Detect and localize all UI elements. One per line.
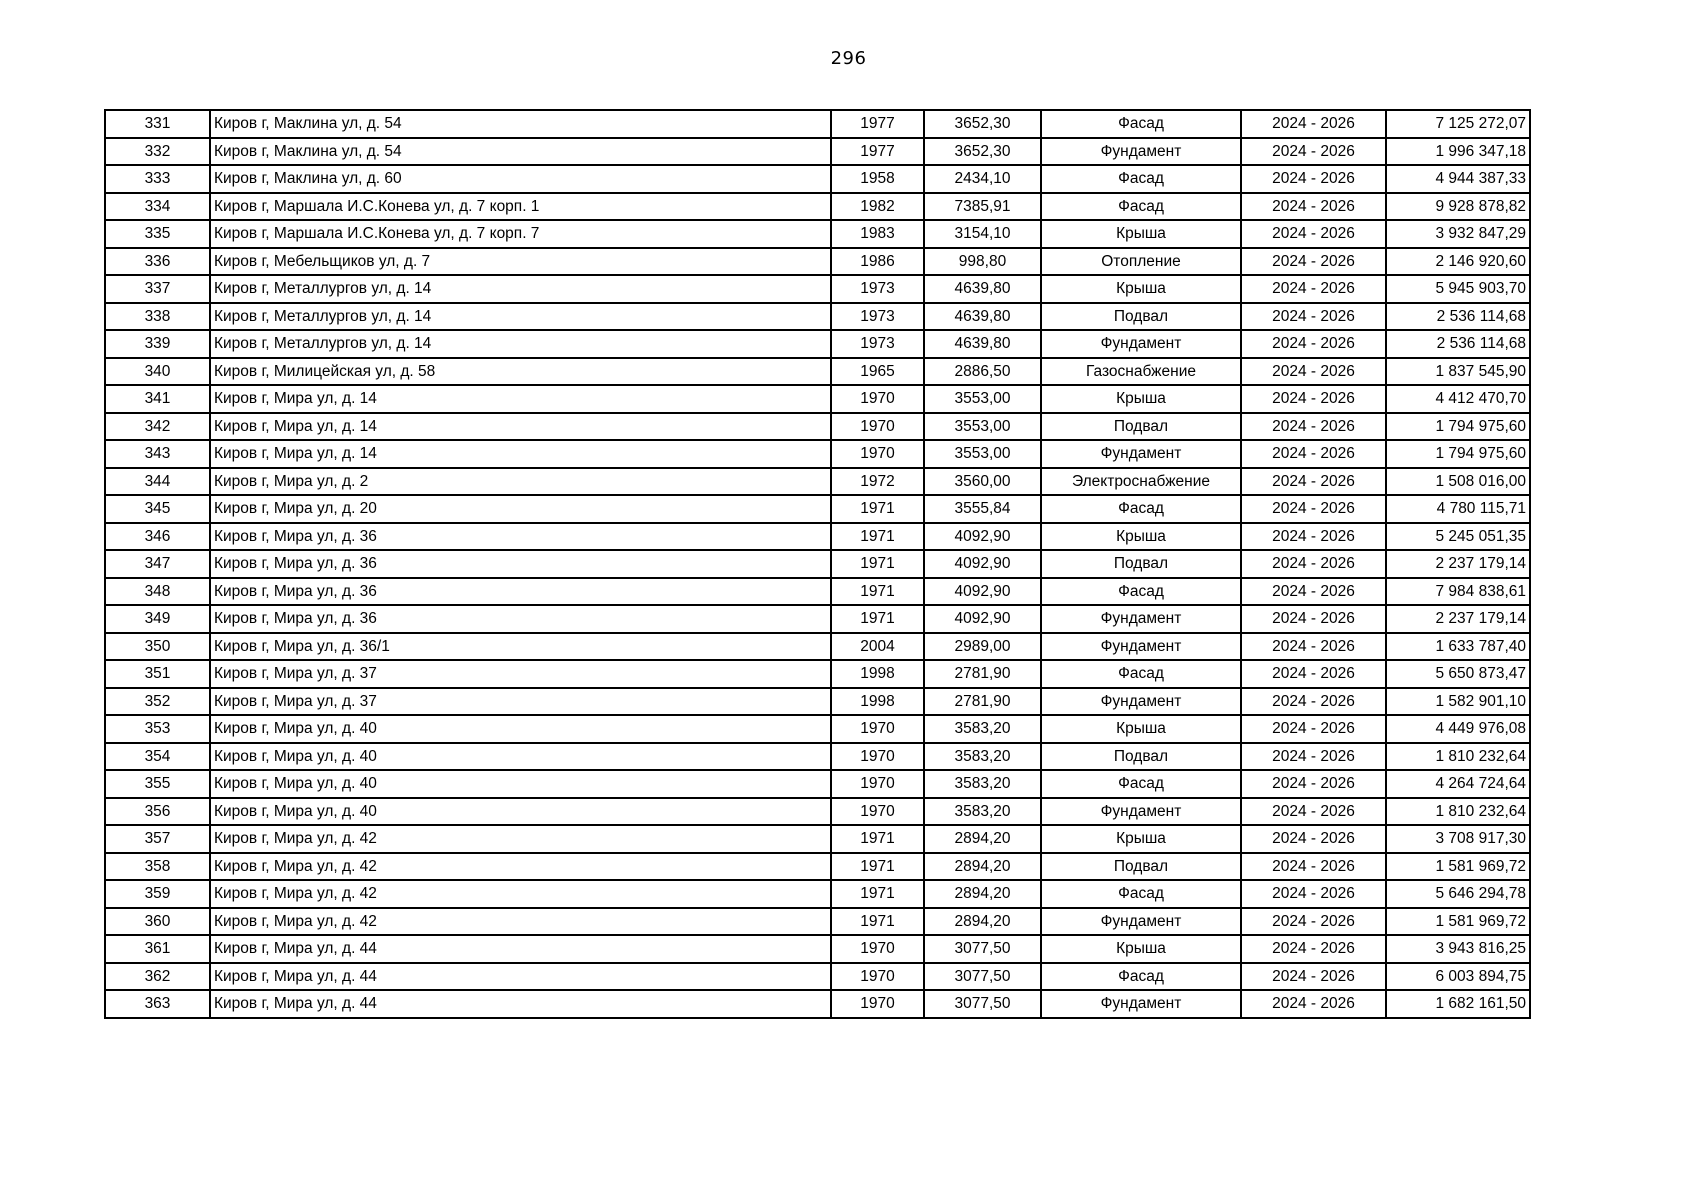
cost-cell: 7 984 838,61 xyxy=(1386,578,1530,606)
period-cell: 2024 - 2026 xyxy=(1241,550,1386,578)
area-cell: 3652,30 xyxy=(924,138,1041,166)
row-number-cell: 343 xyxy=(105,440,210,468)
address-cell: Киров г, Милицейская ул, д. 58 xyxy=(210,358,831,386)
row-number-cell: 363 xyxy=(105,990,210,1018)
table-row xyxy=(105,633,1530,661)
build-year-cell: 1977 xyxy=(831,110,924,138)
build-year-cell: 1971 xyxy=(831,825,924,853)
cost-cell: 1 508 016,00 xyxy=(1386,468,1530,496)
table-row xyxy=(105,193,1530,221)
table-row xyxy=(105,523,1530,551)
area-cell: 3553,00 xyxy=(924,413,1041,441)
period-cell: 2024 - 2026 xyxy=(1241,330,1386,358)
cost-cell: 5 945 903,70 xyxy=(1386,275,1530,303)
area-cell: 3583,20 xyxy=(924,798,1041,826)
address-cell: Киров г, Мира ул, д. 40 xyxy=(210,743,831,771)
period-cell: 2024 - 2026 xyxy=(1241,468,1386,496)
row-number-cell: 336 xyxy=(105,248,210,276)
work-type-cell: Подвал xyxy=(1041,853,1241,881)
work-type-cell: Фасад xyxy=(1041,193,1241,221)
address-cell: Киров г, Металлургов ул, д. 14 xyxy=(210,330,831,358)
cost-cell: 1 794 975,60 xyxy=(1386,440,1530,468)
address-cell: Киров г, Мира ул, д. 36 xyxy=(210,550,831,578)
build-year-cell: 1958 xyxy=(831,165,924,193)
build-year-cell: 1970 xyxy=(831,935,924,963)
cost-cell: 4 780 115,71 xyxy=(1386,495,1530,523)
cost-cell: 1 682 161,50 xyxy=(1386,990,1530,1018)
row-number-cell: 355 xyxy=(105,770,210,798)
address-cell: Киров г, Мира ул, д. 36 xyxy=(210,605,831,633)
period-cell: 2024 - 2026 xyxy=(1241,770,1386,798)
build-year-cell: 1970 xyxy=(831,963,924,991)
work-type-cell: Фасад xyxy=(1041,578,1241,606)
build-year-cell: 1970 xyxy=(831,413,924,441)
period-cell: 2024 - 2026 xyxy=(1241,275,1386,303)
area-cell: 3077,50 xyxy=(924,935,1041,963)
area-cell: 2781,90 xyxy=(924,688,1041,716)
work-type-cell: Фасад xyxy=(1041,963,1241,991)
table-row xyxy=(105,468,1530,496)
cost-cell: 1 633 787,40 xyxy=(1386,633,1530,661)
cost-cell: 2 536 114,68 xyxy=(1386,303,1530,331)
work-type-cell: Фундамент xyxy=(1041,798,1241,826)
row-number-cell: 350 xyxy=(105,633,210,661)
area-cell: 2781,90 xyxy=(924,660,1041,688)
work-type-cell: Крыша xyxy=(1041,220,1241,248)
row-number-cell: 332 xyxy=(105,138,210,166)
row-number-cell: 354 xyxy=(105,743,210,771)
address-cell: Киров г, Металлургов ул, д. 14 xyxy=(210,303,831,331)
build-year-cell: 1970 xyxy=(831,385,924,413)
address-cell: Киров г, Мира ул, д. 36 xyxy=(210,523,831,551)
row-number-cell: 356 xyxy=(105,798,210,826)
area-cell: 4092,90 xyxy=(924,578,1041,606)
work-type-cell: Крыша xyxy=(1041,385,1241,413)
build-year-cell: 1982 xyxy=(831,193,924,221)
table-row xyxy=(105,605,1530,633)
row-number-cell: 342 xyxy=(105,413,210,441)
period-cell: 2024 - 2026 xyxy=(1241,743,1386,771)
address-cell: Киров г, Мира ул, д. 36 xyxy=(210,578,831,606)
period-cell: 2024 - 2026 xyxy=(1241,990,1386,1018)
table-row xyxy=(105,248,1530,276)
period-cell: 2024 - 2026 xyxy=(1241,440,1386,468)
cost-cell: 5 650 873,47 xyxy=(1386,660,1530,688)
area-cell: 2894,20 xyxy=(924,908,1041,936)
cost-cell: 7 125 272,07 xyxy=(1386,110,1530,138)
table-row xyxy=(105,165,1530,193)
cost-cell: 1 996 347,18 xyxy=(1386,138,1530,166)
row-number-cell: 344 xyxy=(105,468,210,496)
cost-cell: 2 237 179,14 xyxy=(1386,605,1530,633)
build-year-cell: 1971 xyxy=(831,578,924,606)
work-type-cell: Подвал xyxy=(1041,550,1241,578)
period-cell: 2024 - 2026 xyxy=(1241,688,1386,716)
table-row xyxy=(105,880,1530,908)
cost-cell: 1 794 975,60 xyxy=(1386,413,1530,441)
address-cell: Киров г, Металлургов ул, д. 14 xyxy=(210,275,831,303)
period-cell: 2024 - 2026 xyxy=(1241,605,1386,633)
build-year-cell: 1971 xyxy=(831,853,924,881)
cost-cell: 1 582 901,10 xyxy=(1386,688,1530,716)
build-year-cell: 1970 xyxy=(831,990,924,1018)
address-cell: Киров г, Мира ул, д. 44 xyxy=(210,935,831,963)
area-cell: 4639,80 xyxy=(924,275,1041,303)
work-type-cell: Фундамент xyxy=(1041,330,1241,358)
build-year-cell: 1998 xyxy=(831,688,924,716)
work-type-cell: Фасад xyxy=(1041,495,1241,523)
cost-cell: 4 944 387,33 xyxy=(1386,165,1530,193)
table-row xyxy=(105,440,1530,468)
area-cell: 2434,10 xyxy=(924,165,1041,193)
cost-cell: 1 837 545,90 xyxy=(1386,358,1530,386)
row-number-cell: 341 xyxy=(105,385,210,413)
work-type-cell: Газоснабжение xyxy=(1041,358,1241,386)
area-cell: 2886,50 xyxy=(924,358,1041,386)
build-year-cell: 1998 xyxy=(831,660,924,688)
table-row xyxy=(105,743,1530,771)
area-cell: 2989,00 xyxy=(924,633,1041,661)
period-cell: 2024 - 2026 xyxy=(1241,880,1386,908)
row-number-cell: 357 xyxy=(105,825,210,853)
address-cell: Киров г, Мира ул, д. 14 xyxy=(210,440,831,468)
area-cell: 2894,20 xyxy=(924,880,1041,908)
area-cell: 4639,80 xyxy=(924,303,1041,331)
table-row xyxy=(105,660,1530,688)
area-cell: 4639,80 xyxy=(924,330,1041,358)
work-type-cell: Крыша xyxy=(1041,715,1241,743)
work-type-cell: Отопление xyxy=(1041,248,1241,276)
address-cell: Киров г, Мира ул, д. 42 xyxy=(210,880,831,908)
area-cell: 7385,91 xyxy=(924,193,1041,221)
area-cell: 3553,00 xyxy=(924,440,1041,468)
period-cell: 2024 - 2026 xyxy=(1241,110,1386,138)
address-cell: Киров г, Мира ул, д. 40 xyxy=(210,798,831,826)
cost-cell: 4 264 724,64 xyxy=(1386,770,1530,798)
work-type-cell: Фасад xyxy=(1041,165,1241,193)
row-number-cell: 338 xyxy=(105,303,210,331)
row-number-cell: 358 xyxy=(105,853,210,881)
area-cell: 998,80 xyxy=(924,248,1041,276)
work-type-cell: Фасад xyxy=(1041,110,1241,138)
area-cell: 3583,20 xyxy=(924,743,1041,771)
row-number-cell: 340 xyxy=(105,358,210,386)
work-type-cell: Фундамент xyxy=(1041,138,1241,166)
cost-cell: 2 146 920,60 xyxy=(1386,248,1530,276)
address-cell: Киров г, Мира ул, д. 2 xyxy=(210,468,831,496)
table-row xyxy=(105,550,1530,578)
work-type-cell: Фундамент xyxy=(1041,605,1241,633)
address-cell: Киров г, Мира ул, д. 44 xyxy=(210,990,831,1018)
period-cell: 2024 - 2026 xyxy=(1241,193,1386,221)
cost-cell: 2 536 114,68 xyxy=(1386,330,1530,358)
address-cell: Киров г, Маршала И.С.Конева ул, д. 7 корп. 1 xyxy=(210,193,831,221)
period-cell: 2024 - 2026 xyxy=(1241,633,1386,661)
address-cell: Киров г, Мира ул, д. 40 xyxy=(210,715,831,743)
repair-program-table xyxy=(104,109,1531,1019)
address-cell: Киров г, Мира ул, д. 42 xyxy=(210,853,831,881)
row-number-cell: 333 xyxy=(105,165,210,193)
period-cell: 2024 - 2026 xyxy=(1241,853,1386,881)
row-number-cell: 353 xyxy=(105,715,210,743)
area-cell: 3560,00 xyxy=(924,468,1041,496)
work-type-cell: Электроснабжение xyxy=(1041,468,1241,496)
work-type-cell: Крыша xyxy=(1041,825,1241,853)
table-row xyxy=(105,303,1530,331)
period-cell: 2024 - 2026 xyxy=(1241,358,1386,386)
cost-cell: 1 581 969,72 xyxy=(1386,908,1530,936)
period-cell: 2024 - 2026 xyxy=(1241,660,1386,688)
work-type-cell: Фундамент xyxy=(1041,688,1241,716)
address-cell: Киров г, Мира ул, д. 37 xyxy=(210,660,831,688)
period-cell: 2024 - 2026 xyxy=(1241,495,1386,523)
period-cell: 2024 - 2026 xyxy=(1241,138,1386,166)
table-body xyxy=(105,110,1530,1018)
area-cell: 3154,10 xyxy=(924,220,1041,248)
row-number-cell: 346 xyxy=(105,523,210,551)
period-cell: 2024 - 2026 xyxy=(1241,385,1386,413)
build-year-cell: 1971 xyxy=(831,523,924,551)
row-number-cell: 362 xyxy=(105,963,210,991)
address-cell: Киров г, Мира ул, д. 42 xyxy=(210,908,831,936)
build-year-cell: 1971 xyxy=(831,908,924,936)
work-type-cell: Крыша xyxy=(1041,275,1241,303)
area-cell: 3553,00 xyxy=(924,385,1041,413)
build-year-cell: 1970 xyxy=(831,770,924,798)
build-year-cell: 1971 xyxy=(831,605,924,633)
build-year-cell: 1986 xyxy=(831,248,924,276)
period-cell: 2024 - 2026 xyxy=(1241,165,1386,193)
row-number-cell: 331 xyxy=(105,110,210,138)
area-cell: 3652,30 xyxy=(924,110,1041,138)
row-number-cell: 337 xyxy=(105,275,210,303)
row-number-cell: 359 xyxy=(105,880,210,908)
cost-cell: 1 810 232,64 xyxy=(1386,743,1530,771)
work-type-cell: Фасад xyxy=(1041,770,1241,798)
address-cell: Киров г, Маршала И.С.Конева ул, д. 7 корп. 7 xyxy=(210,220,831,248)
build-year-cell: 1971 xyxy=(831,550,924,578)
cost-cell: 1 581 969,72 xyxy=(1386,853,1530,881)
address-cell: Киров г, Мира ул, д. 14 xyxy=(210,385,831,413)
row-number-cell: 339 xyxy=(105,330,210,358)
period-cell: 2024 - 2026 xyxy=(1241,220,1386,248)
cost-cell: 3 943 816,25 xyxy=(1386,935,1530,963)
period-cell: 2024 - 2026 xyxy=(1241,248,1386,276)
area-cell: 2894,20 xyxy=(924,853,1041,881)
row-number-cell: 360 xyxy=(105,908,210,936)
work-type-cell: Фундамент xyxy=(1041,990,1241,1018)
address-cell: Киров г, Мебельщиков ул, д. 7 xyxy=(210,248,831,276)
address-cell: Киров г, Мира ул, д. 36/1 xyxy=(210,633,831,661)
cost-cell: 6 003 894,75 xyxy=(1386,963,1530,991)
row-number-cell: 361 xyxy=(105,935,210,963)
table-row xyxy=(105,715,1530,743)
cost-cell: 5 646 294,78 xyxy=(1386,880,1530,908)
build-year-cell: 1965 xyxy=(831,358,924,386)
work-type-cell: Фасад xyxy=(1041,660,1241,688)
cost-cell: 5 245 051,35 xyxy=(1386,523,1530,551)
address-cell: Киров г, Мира ул, д. 37 xyxy=(210,688,831,716)
table-row xyxy=(105,935,1530,963)
work-type-cell: Крыша xyxy=(1041,523,1241,551)
cost-cell: 4 449 976,08 xyxy=(1386,715,1530,743)
table-row xyxy=(105,798,1530,826)
period-cell: 2024 - 2026 xyxy=(1241,715,1386,743)
table-row xyxy=(105,963,1530,991)
work-type-cell: Подвал xyxy=(1041,303,1241,331)
area-cell: 3077,50 xyxy=(924,990,1041,1018)
period-cell: 2024 - 2026 xyxy=(1241,908,1386,936)
table-row xyxy=(105,908,1530,936)
work-type-cell: Фасад xyxy=(1041,880,1241,908)
page-number: 296 xyxy=(830,48,867,69)
table-row xyxy=(105,495,1530,523)
row-number-cell: 335 xyxy=(105,220,210,248)
area-cell: 4092,90 xyxy=(924,523,1041,551)
build-year-cell: 1971 xyxy=(831,495,924,523)
build-year-cell: 2004 xyxy=(831,633,924,661)
work-type-cell: Подвал xyxy=(1041,743,1241,771)
period-cell: 2024 - 2026 xyxy=(1241,523,1386,551)
work-type-cell: Фундамент xyxy=(1041,440,1241,468)
cost-cell: 1 810 232,64 xyxy=(1386,798,1530,826)
address-cell: Киров г, Мира ул, д. 14 xyxy=(210,413,831,441)
area-cell: 3583,20 xyxy=(924,770,1041,798)
area-cell: 4092,90 xyxy=(924,605,1041,633)
row-number-cell: 349 xyxy=(105,605,210,633)
row-number-cell: 345 xyxy=(105,495,210,523)
cost-cell: 2 237 179,14 xyxy=(1386,550,1530,578)
address-cell: Киров г, Мира ул, д. 44 xyxy=(210,963,831,991)
table-row xyxy=(105,853,1530,881)
address-cell: Киров г, Маклина ул, д. 54 xyxy=(210,138,831,166)
cost-cell: 4 412 470,70 xyxy=(1386,385,1530,413)
build-year-cell: 1977 xyxy=(831,138,924,166)
build-year-cell: 1973 xyxy=(831,303,924,331)
build-year-cell: 1970 xyxy=(831,743,924,771)
period-cell: 2024 - 2026 xyxy=(1241,798,1386,826)
build-year-cell: 1973 xyxy=(831,275,924,303)
row-number-cell: 352 xyxy=(105,688,210,716)
period-cell: 2024 - 2026 xyxy=(1241,578,1386,606)
table-row xyxy=(105,385,1530,413)
work-type-cell: Крыша xyxy=(1041,935,1241,963)
area-cell: 3077,50 xyxy=(924,963,1041,991)
area-cell: 3583,20 xyxy=(924,715,1041,743)
build-year-cell: 1970 xyxy=(831,715,924,743)
cost-cell: 9 928 878,82 xyxy=(1386,193,1530,221)
period-cell: 2024 - 2026 xyxy=(1241,303,1386,331)
period-cell: 2024 - 2026 xyxy=(1241,825,1386,853)
address-cell: Киров г, Маклина ул, д. 60 xyxy=(210,165,831,193)
table-row xyxy=(105,770,1530,798)
row-number-cell: 351 xyxy=(105,660,210,688)
cost-cell: 3 932 847,29 xyxy=(1386,220,1530,248)
table-row xyxy=(105,275,1530,303)
row-number-cell: 334 xyxy=(105,193,210,221)
table-row xyxy=(105,578,1530,606)
work-type-cell: Фундамент xyxy=(1041,633,1241,661)
row-number-cell: 347 xyxy=(105,550,210,578)
table-row xyxy=(105,825,1530,853)
table-row xyxy=(105,688,1530,716)
cost-cell: 3 708 917,30 xyxy=(1386,825,1530,853)
build-year-cell: 1970 xyxy=(831,798,924,826)
table-row xyxy=(105,413,1530,441)
period-cell: 2024 - 2026 xyxy=(1241,935,1386,963)
build-year-cell: 1970 xyxy=(831,440,924,468)
row-number-cell: 348 xyxy=(105,578,210,606)
build-year-cell: 1972 xyxy=(831,468,924,496)
table-row xyxy=(105,330,1530,358)
period-cell: 2024 - 2026 xyxy=(1241,963,1386,991)
table-row xyxy=(105,138,1530,166)
work-type-cell: Подвал xyxy=(1041,413,1241,441)
period-cell: 2024 - 2026 xyxy=(1241,413,1386,441)
address-cell: Киров г, Мира ул, д. 40 xyxy=(210,770,831,798)
area-cell: 2894,20 xyxy=(924,825,1041,853)
address-cell: Киров г, Маклина ул, д. 54 xyxy=(210,110,831,138)
table-row xyxy=(105,220,1530,248)
table-row xyxy=(105,358,1530,386)
build-year-cell: 1973 xyxy=(831,330,924,358)
table-row xyxy=(105,110,1530,138)
table-row xyxy=(105,990,1530,1018)
build-year-cell: 1971 xyxy=(831,880,924,908)
area-cell: 3555,84 xyxy=(924,495,1041,523)
address-cell: Киров г, Мира ул, д. 42 xyxy=(210,825,831,853)
address-cell: Киров г, Мира ул, д. 20 xyxy=(210,495,831,523)
build-year-cell: 1983 xyxy=(831,220,924,248)
work-type-cell: Фундамент xyxy=(1041,908,1241,936)
area-cell: 4092,90 xyxy=(924,550,1041,578)
